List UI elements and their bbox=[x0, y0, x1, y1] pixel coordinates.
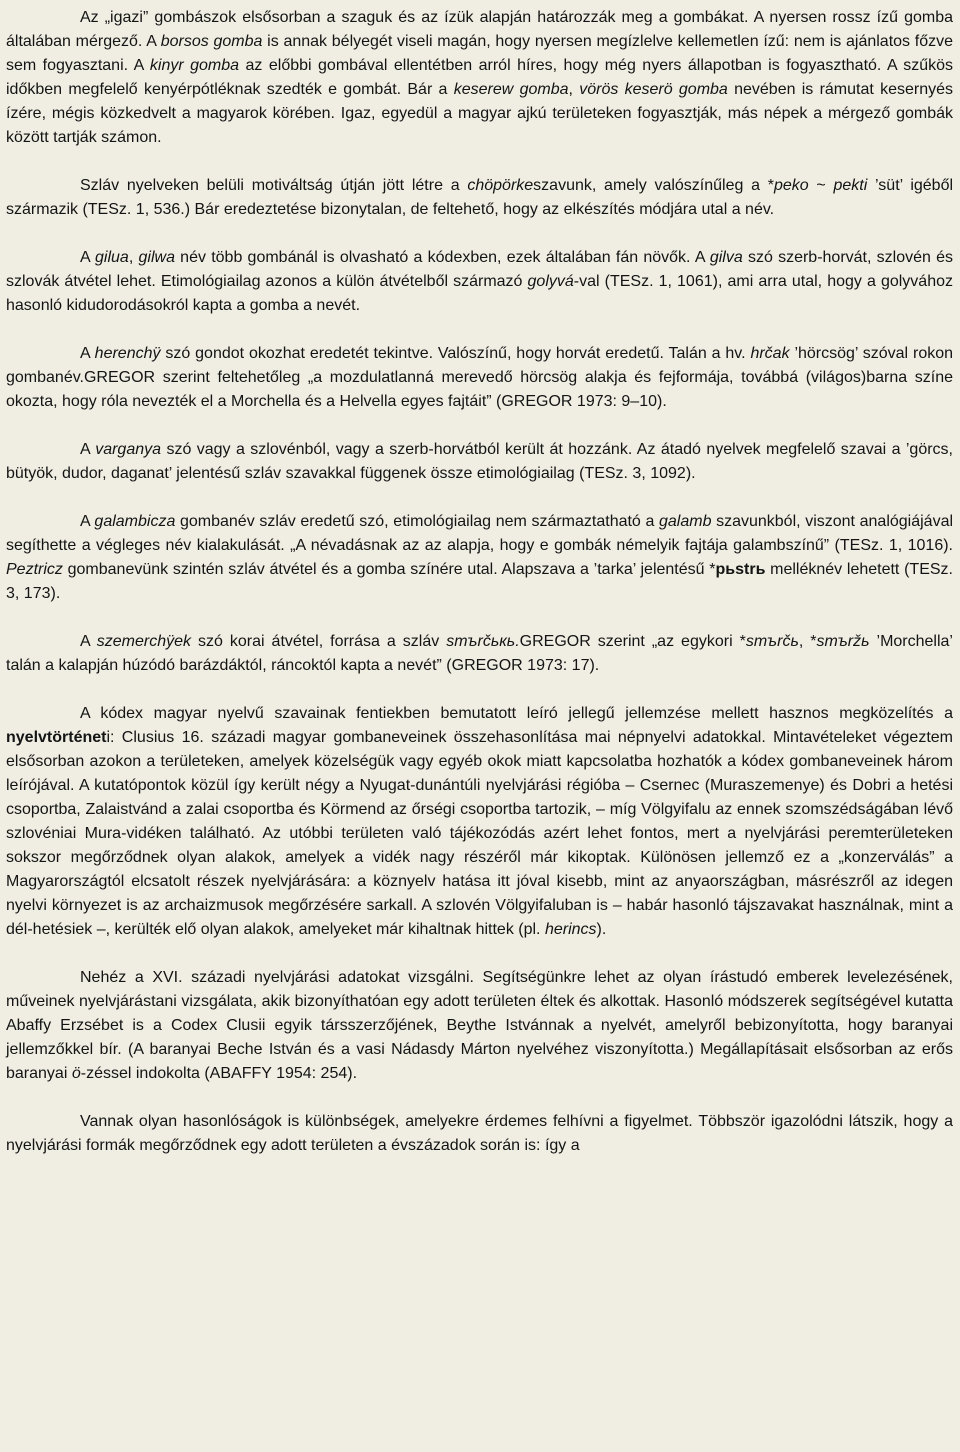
text-run: A bbox=[80, 441, 96, 458]
text-run: , * bbox=[798, 633, 817, 650]
document-body bbox=[6, 6, 953, 1158]
text-run: A bbox=[80, 345, 95, 362]
text-run: nevében is rámutat kesernyés ízére, mégis közkedvelt a magyarok körében. Igaz, egyedül a magyar ajkú területeken fogyasztják, más népek a mérgező gombák között tartják számon. bbox=[6, 81, 954, 146]
text-run: A bbox=[80, 513, 95, 530]
text-run: szó gondot okozhat eredetét tekintve. Valószínű, hogy horvát eredetű. Talán a hv. bbox=[160, 345, 751, 362]
text-run: Nehéz a XVI. századi nyelvjárási adatokat vizsgálni. Segítségünkre lehet az olyan írástudó emberek levelezésének, műveinek nyelvjárástani vizsgálata, akik bizonyíthatóan egy adott területen éltek és alkottak. Hasonló módszerek segítségével kutatta Abaffy Erzsébet is a Codex Clusii egyik társszerzőjének, Beythe Istvánnak a nyelvét, amelyről bebizonyította, hogy baranyai jellemzőkkel bír. (A baranyai Beche István és a vasi Nádasdy Márton nyelvéhez viszonyította.) Megállapításait elsősorban az erős baranyai bbox=[6, 969, 953, 1082]
italic-term: gilua bbox=[95, 249, 129, 266]
text-run: A bbox=[80, 633, 97, 650]
text-run: ’Morchella’ talán a kalapján húzódó barázdáktól, ráncoktól kapta a nevét” (GREGOR 1973: 17). bbox=[6, 633, 953, 674]
text-run: szó vagy a szlovénból, vagy a szerb-horvátból került át hozzánk. Az átadó nyelvek megfelelő szavai a ’görcs, bütyök, dudor, daganat’ jelentésű szláv szavakkal függenek össze etimológiailag (TESz. 3, 1092). bbox=[6, 441, 954, 482]
text-run: A bbox=[80, 249, 96, 266]
bold-term: pьstrь bbox=[715, 561, 766, 578]
italic-term: galamb bbox=[658, 513, 712, 530]
italic-term: galambicza bbox=[94, 513, 176, 530]
text-run: gombanév szláv eredetű szó, etimológiailag nem származtatható a bbox=[175, 513, 659, 530]
italic-term: gilwa bbox=[138, 249, 175, 266]
italic-term: smъržь bbox=[816, 633, 870, 650]
italic-term: smъrčькь. bbox=[446, 633, 520, 650]
text-run: név több gombánál is olvasható a kódexben, ezek általában fán növők. A bbox=[174, 249, 710, 266]
text-run: Vannak olyan hasonlóságok is különbségek, amelyekre érdemes felhívni a figyelmet. Többször igazolódni látszik, hogy a nyelvjárási formák megőrződnek egy adott területen a évszázadok során is: így a bbox=[6, 1113, 953, 1154]
italic-term: Peztricz bbox=[6, 561, 63, 578]
italic-term: keserew gomba bbox=[453, 81, 569, 98]
text-run: GREGOR szerint „az egykori * bbox=[519, 633, 746, 650]
text-run: szavunk, amely valószínűleg a * bbox=[533, 177, 774, 194]
paragraph bbox=[6, 1110, 953, 1158]
italic-term: pekti bbox=[833, 177, 868, 194]
text-run: A kódex magyar nyelvű szavainak fentiekben bemutatott leíró jellegű jellemzése mellett hasznos megközelítés a bbox=[80, 705, 953, 722]
text-run: ’süt’ igéből származik (TESz. 1, 536.) Bár eredeztetése bizonytalan, de feltehető, hogy az elkészítés módjára utal a név. bbox=[6, 177, 954, 218]
paragraph bbox=[6, 6, 953, 150]
text-run: -val (TESz. 1, 1061), ami arra utal, hogy a golyvához hasonló kidudorodásokról kapta a gomba a nevét. bbox=[6, 273, 953, 314]
text-run: i: Clusius 16. századi magyar gombaneveinek összehasonlítása mai népnyelvi adatokkal. Mintavételeket végeztem elsősorban azokon a területeken, amelyek közelségük vagy egyéb okok miatt kapcsolatba hozhatók a kódex gombaneveinek három leírójával. A kutatópontok közül így került négy a Nyugat-dunántúli nyelvjárási régióba – Csernec (Muraszemenye) és Dobri a hetési csoportba, Zalaistvánd a zalai csoportba és Körmend az őrségi csoportba tartozik, – míg Völgyifalu az ennek szomszédságában lévő szlovéniai Mura-vidéken található. Az utóbbi területen való tájékozódás azért lehet fontos, mert a nyelvjárási peremterületeken sokszor megőrződnek olyan alakok, amelyek a vidék nagy részéről már kikoptak. Különösen jellemző ez a „konzerválás” a Magyarországtól elcsatolt részek nyelvjárására: a köznyelv hatása itt jóval kisebb, mint az anyaországban, másrészről az idegen nyelvi környezet is az archaizmusok megőrzésére sarkall. A szlovén Völgyifaluban is – habár hasonló tájszavakat használnak, mint a dél-hetésiek –, kerülték elő olyan alakok, amelyeket már kihaltnak hittek (pl. bbox=[6, 729, 953, 938]
text-run: szó korai átvétel, forrása a szláv bbox=[191, 633, 447, 650]
italic-term: hrčak bbox=[750, 345, 790, 362]
paragraph bbox=[6, 438, 953, 486]
italic-term: vörös keserö gomba bbox=[579, 81, 728, 98]
paragraph bbox=[6, 702, 953, 942]
text-run: ’hörcsög’ szóval rokon gombanév.GREGOR szerint feltehetőleg „a mozdulatlanná merevedő hörcsög alakja és fejformája, továbbá (világos)barna színe okozta, hogy róla nevezték el a Morchella és a Helvella egyes fajtáit” (GREGOR 1973: 9–10). bbox=[6, 345, 954, 410]
italic-term: chöpörke bbox=[467, 177, 534, 194]
text-run: Az „igazi” gombászok elsősorban a szaguk és az ízük alapján határozzák meg a gombákat. A nyersen rossz ízű gomba általában mérgező. A bbox=[6, 9, 953, 50]
paragraph bbox=[6, 174, 953, 222]
paragraph bbox=[6, 966, 953, 1086]
italic-term: kinyr gomba bbox=[149, 57, 240, 74]
italic-term: ö bbox=[71, 1065, 81, 1082]
bold-term: nyelvtörténet bbox=[6, 729, 107, 746]
italic-term: herenchÿ bbox=[94, 345, 161, 362]
italic-term: szemerchÿek bbox=[96, 633, 192, 650]
text-run: ). bbox=[596, 921, 607, 938]
italic-term: golyvá bbox=[527, 273, 574, 290]
italic-term: gilva bbox=[709, 249, 743, 266]
text-run: , bbox=[128, 249, 139, 266]
italic-term: herincs bbox=[544, 921, 597, 938]
text-run: szavunkból, viszont analógiájával segíthette a végleges név kialakulását. „A névadásnak az az alapja, hogy e gombák némelyik fajtája galambszínű” (TESz. 1, 1016). bbox=[6, 513, 954, 554]
text-run: Szláv nyelveken belüli motiváltság útján jött létre a bbox=[80, 177, 468, 194]
text-run: ~ bbox=[808, 177, 834, 194]
text-run: is annak bélyegét viseli magán, hogy nyersen megízlelve kellemetlen ízű: nem is ajánlatos főzve sem fogyasztani. A bbox=[6, 33, 954, 74]
text-run: , bbox=[568, 81, 580, 98]
italic-term: peko bbox=[773, 177, 809, 194]
text-run: -zéssel indokolta (ABAFFY 1954: 254). bbox=[80, 1065, 358, 1082]
paragraph bbox=[6, 510, 953, 606]
italic-term: smъrčь bbox=[745, 633, 799, 650]
text-run: melléknév lehetett (TESz. 3, 173). bbox=[6, 561, 953, 602]
text-run: az előbbi gombával ellentétben arról híres, hogy még nyers állapotban is fogyasztható. A szűkös időkben megfelelő kenyérpótléknak szedték e gombát. Bár a bbox=[6, 57, 953, 98]
text-run: szó szerb-horvát, szlovén és szlovák átvétel lehet. Etimológiailag azonos a külön átvételből származó bbox=[6, 249, 954, 290]
italic-term: borsos gomba bbox=[160, 33, 263, 50]
paragraph bbox=[6, 342, 953, 414]
paragraph bbox=[6, 630, 953, 678]
paragraph bbox=[6, 246, 953, 318]
text-run: gombanevünk szintén szláv átvétel és a gomba színére utal. Alapszava a ’tarka’ jelentésű * bbox=[62, 561, 716, 578]
italic-term: varganya bbox=[95, 441, 162, 458]
